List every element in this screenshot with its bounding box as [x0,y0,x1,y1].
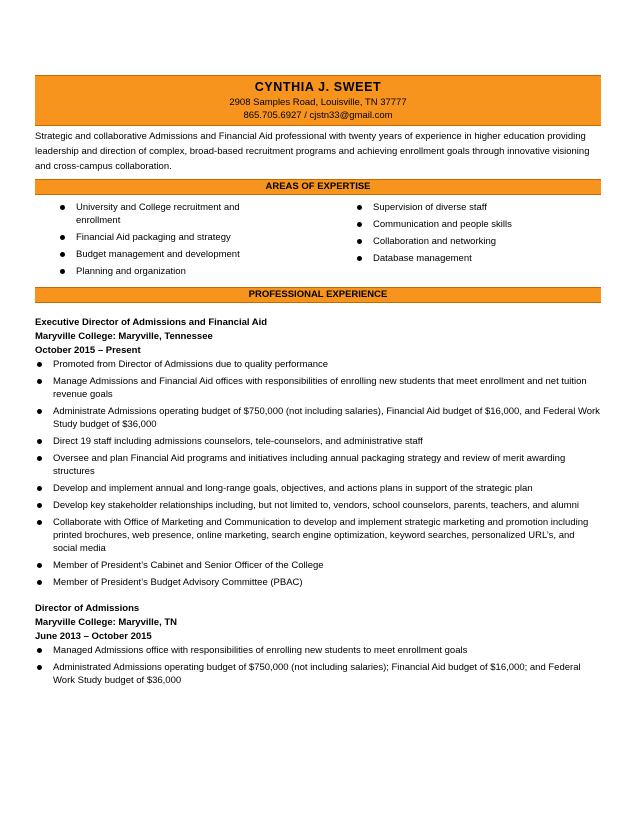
expertise-column-left [35,201,335,282]
job-bullet: Member of President’s Cabinet and Senior Officer of the College [35,559,601,572]
expertise-section-title: AREAS OF EXPERTISE [35,179,601,195]
experience-section-title: PROFESSIONAL EXPERIENCE [35,287,601,303]
job-bullet: Direct 19 staff including admissions counselors, tele-counselors, and administrative staff [35,435,601,448]
candidate-contact: 865.705.6927 / cjstn33@gmail.com [243,110,393,121]
job-bullet: Develop key stakeholder relationships including, but not limited to, vendors, school counselors, parents, teachers, and alumni [35,499,601,512]
job-bullet: Managed Admissions office with responsibilities of enrolling new students to meet enrollment goals [35,644,601,657]
job-bullet: Promoted from Director of Admissions due to quality performance [35,358,601,371]
job-responsibilities [35,358,601,589]
expertise-column-right [335,201,601,282]
job-bullet: Manage Admissions and Financial Aid offices with responsibilities of enrolling new students that meet enrollment and net tuition revenue goals [35,375,601,401]
job-organization: Maryville College: Maryville, TN [35,617,178,628]
expertise-item: Communication and people skills [355,218,583,231]
resume-page [35,75,601,691]
expertise-list [35,201,601,282]
expertise-item: Planning and organization [58,265,286,278]
job-bullet: Member of President’s Budget Advisory Committee (PBAC) [35,576,601,589]
expertise-item: Supervision of diverse staff [355,201,583,214]
job-entry [35,602,601,687]
job-title: Director of Admissions [35,603,140,614]
job-bullet: Develop and implement annual and long-range goals, objectives, and actions plans in support of the strategic plan [35,482,601,495]
job-entry [35,316,601,589]
job-responsibilities [35,644,601,687]
job-bullet: Collaborate with Office of Marketing and Communication to develop and implement strategic marketing and promotion including printed brochures, web presence, online marketing, search engine optimization, keyword searches, personalized URL’s, and social media [35,516,601,555]
job-organization: Maryville College: Maryville, Tennessee [35,331,213,342]
expertise-item: University and College recruitment and enrollment [58,201,286,227]
job-bullet: Administrated Admissions operating budget of $750,000 (not including salaries); Financial Aid budget of $16,000; and Federal Work Study budget of $36,000 [35,661,601,687]
job-bullet: Administrate Admissions operating budget of $750,000 (not including salaries), Financial Aid budget of $16,000, and Federal Work Study budget of $36,000 [35,405,601,431]
professional-summary: Strategic and collaborative Admissions and Financial Aid professional with twenty years of experience in higher education providing leadership and direction of complex, broad-based recruitment programs and achieving enrollment goals through innovative visioning and cross-campus collaboration. [35,131,590,172]
job-title: Executive Director of Admissions and Financial Aid [35,317,268,328]
resume-header [35,75,601,126]
expertise-item: Collaboration and networking [355,235,583,248]
expertise-item: Budget management and development [58,248,286,261]
job-bullet: Oversee and plan Financial Aid programs and initiatives including annual packaging strategy and review of merit awarding structures [35,452,601,478]
candidate-name: CYNTHIA J. SWEET [254,80,382,94]
expertise-item: Financial Aid packaging and strategy [58,231,286,244]
expertise-item: Database management [355,252,583,265]
candidate-address: 2908 Samples Road, Louisville, TN 37777 [229,97,407,108]
job-dates: June 2013 – October 2015 [35,631,152,642]
job-dates: October 2015 – Present [35,345,141,356]
